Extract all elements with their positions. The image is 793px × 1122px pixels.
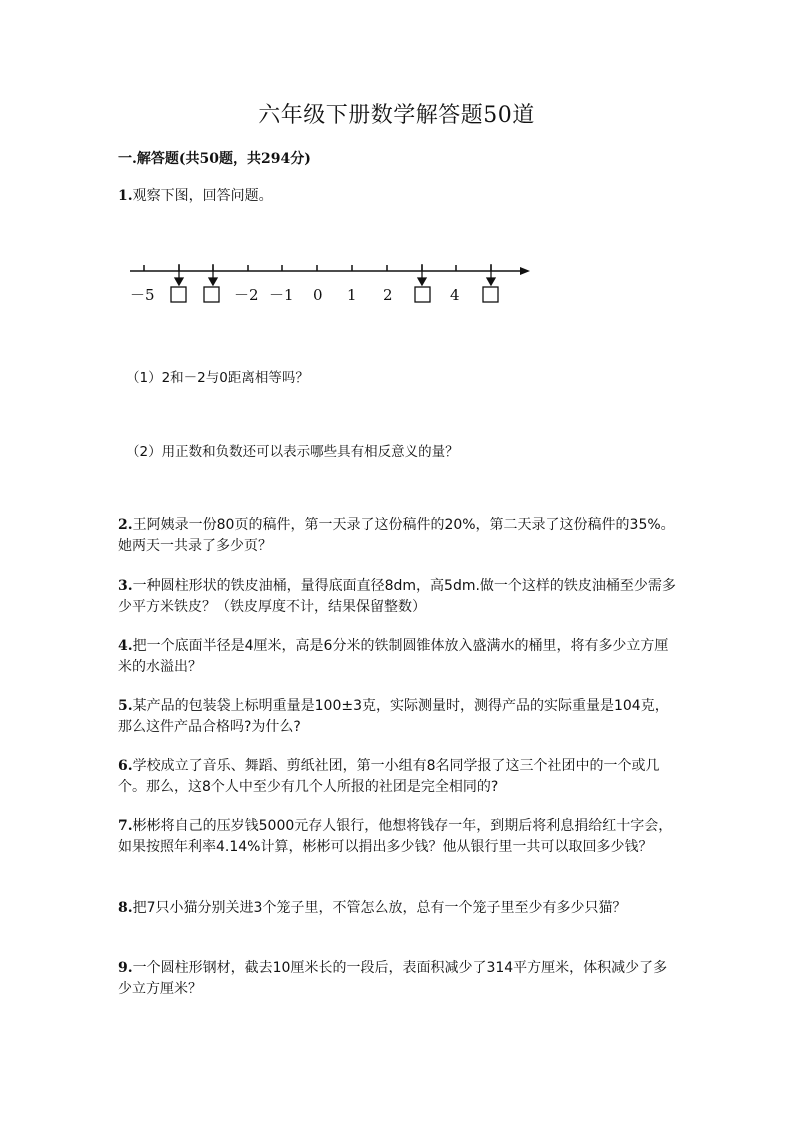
subquestion-1: （1）2和－2与0距离相等吗？ — [126, 370, 309, 386]
question-number: 6. — [118, 758, 133, 774]
question-number: 2. — [118, 517, 133, 533]
question-9 — [118, 958, 678, 1000]
question-text: 一个圆柱形钢材，截去10厘米长的一段后，表面积减少了314平方厘米，体积减少了多少立方厘米？ — [118, 960, 668, 997]
question-number: 1. — [118, 188, 133, 204]
down-arrow-icon — [487, 278, 495, 285]
question-6 — [118, 756, 678, 798]
question-4 — [118, 636, 678, 678]
question-text: 把7只小猫分别关进3个笼子里，不管怎么放，总有一个笼子里至少有多少只猫？ — [132, 900, 627, 916]
question-text: 某产品的包装袋上标明重量是100±3克，实际测量时，测得产品的实际重量是104克，那么这件产品合格吗?为什么? — [118, 698, 669, 735]
question-7 — [118, 816, 678, 858]
question-number: 4. — [118, 638, 133, 654]
question-number: 3. — [118, 578, 133, 594]
down-arrow-icon — [209, 278, 217, 285]
question-text: 彬彬将自己的压岁钱5000元存人银行，他想将钱存一年，到期后将利息捐给红十字会，如果按照年利率4.14%计算，彬彬可以捐出多少钱？他从银行里一共可以取回多少钱？ — [118, 818, 673, 855]
arrowhead-icon — [520, 267, 530, 275]
question-5 — [118, 696, 678, 738]
page-title: 六年级下册数学解答题50道 — [258, 103, 535, 128]
subquestion-2: （2）用正数和负数还可以表示哪些具有相反意义的量？ — [126, 444, 459, 460]
question-text: 一种圆柱形状的铁皮油桶，量得底面直径8dm，高5dm.做一个这样的铁皮油桶至少需多少平方米铁皮？（铁皮厚度不计，结果保留整数） — [118, 578, 676, 615]
tick-label: 0 — [313, 286, 323, 304]
question-1 — [118, 186, 678, 207]
tick-label: －2 — [234, 286, 259, 304]
question-3 — [118, 576, 678, 618]
answer-box — [171, 287, 186, 302]
question-number: 7. — [118, 818, 133, 834]
tick-label: 4 — [450, 286, 460, 304]
down-arrows — [175, 264, 495, 285]
number-line-figure — [118, 250, 548, 310]
answer-box — [204, 287, 219, 302]
tick-label: －1 — [269, 286, 294, 304]
tick-label: 1 — [347, 286, 357, 304]
question-2 — [118, 515, 678, 557]
answer-box — [415, 287, 430, 302]
question-text: 王阿姨录一份80页的稿件，第一天录了这份稿件的20%，第二天录了这份稿件的35%。她两天一共录了多少页？ — [118, 517, 675, 554]
tick-label: 2 — [383, 286, 393, 304]
question-number: 9. — [118, 960, 133, 976]
question-text: 学校成立了音乐、舞蹈、剪纸社团，第一小组有8名同学报了这三个社团中的一个或几个。那么，这8个人中至少有几个人所报的社团是完全相同的? — [118, 758, 660, 795]
question-8 — [118, 898, 678, 919]
tick-label: －5 — [130, 286, 155, 304]
section-heading: 一.解答题(共50题，共294分) — [118, 151, 311, 167]
question-number: 8. — [118, 900, 133, 916]
answer-box — [483, 287, 498, 302]
down-arrow-icon — [175, 278, 183, 285]
question-text: 把一个底面半径是4厘米，高是6分米的铁制圆锥体放入盛满水的桶里，将有多少立方厘米的水溢出？ — [118, 638, 669, 675]
answer-boxes — [171, 287, 498, 302]
question-text: 观察下图，回答问题。 — [132, 188, 273, 204]
down-arrow-icon — [418, 278, 426, 285]
question-number: 5. — [118, 698, 133, 714]
tick-marks — [144, 265, 491, 271]
